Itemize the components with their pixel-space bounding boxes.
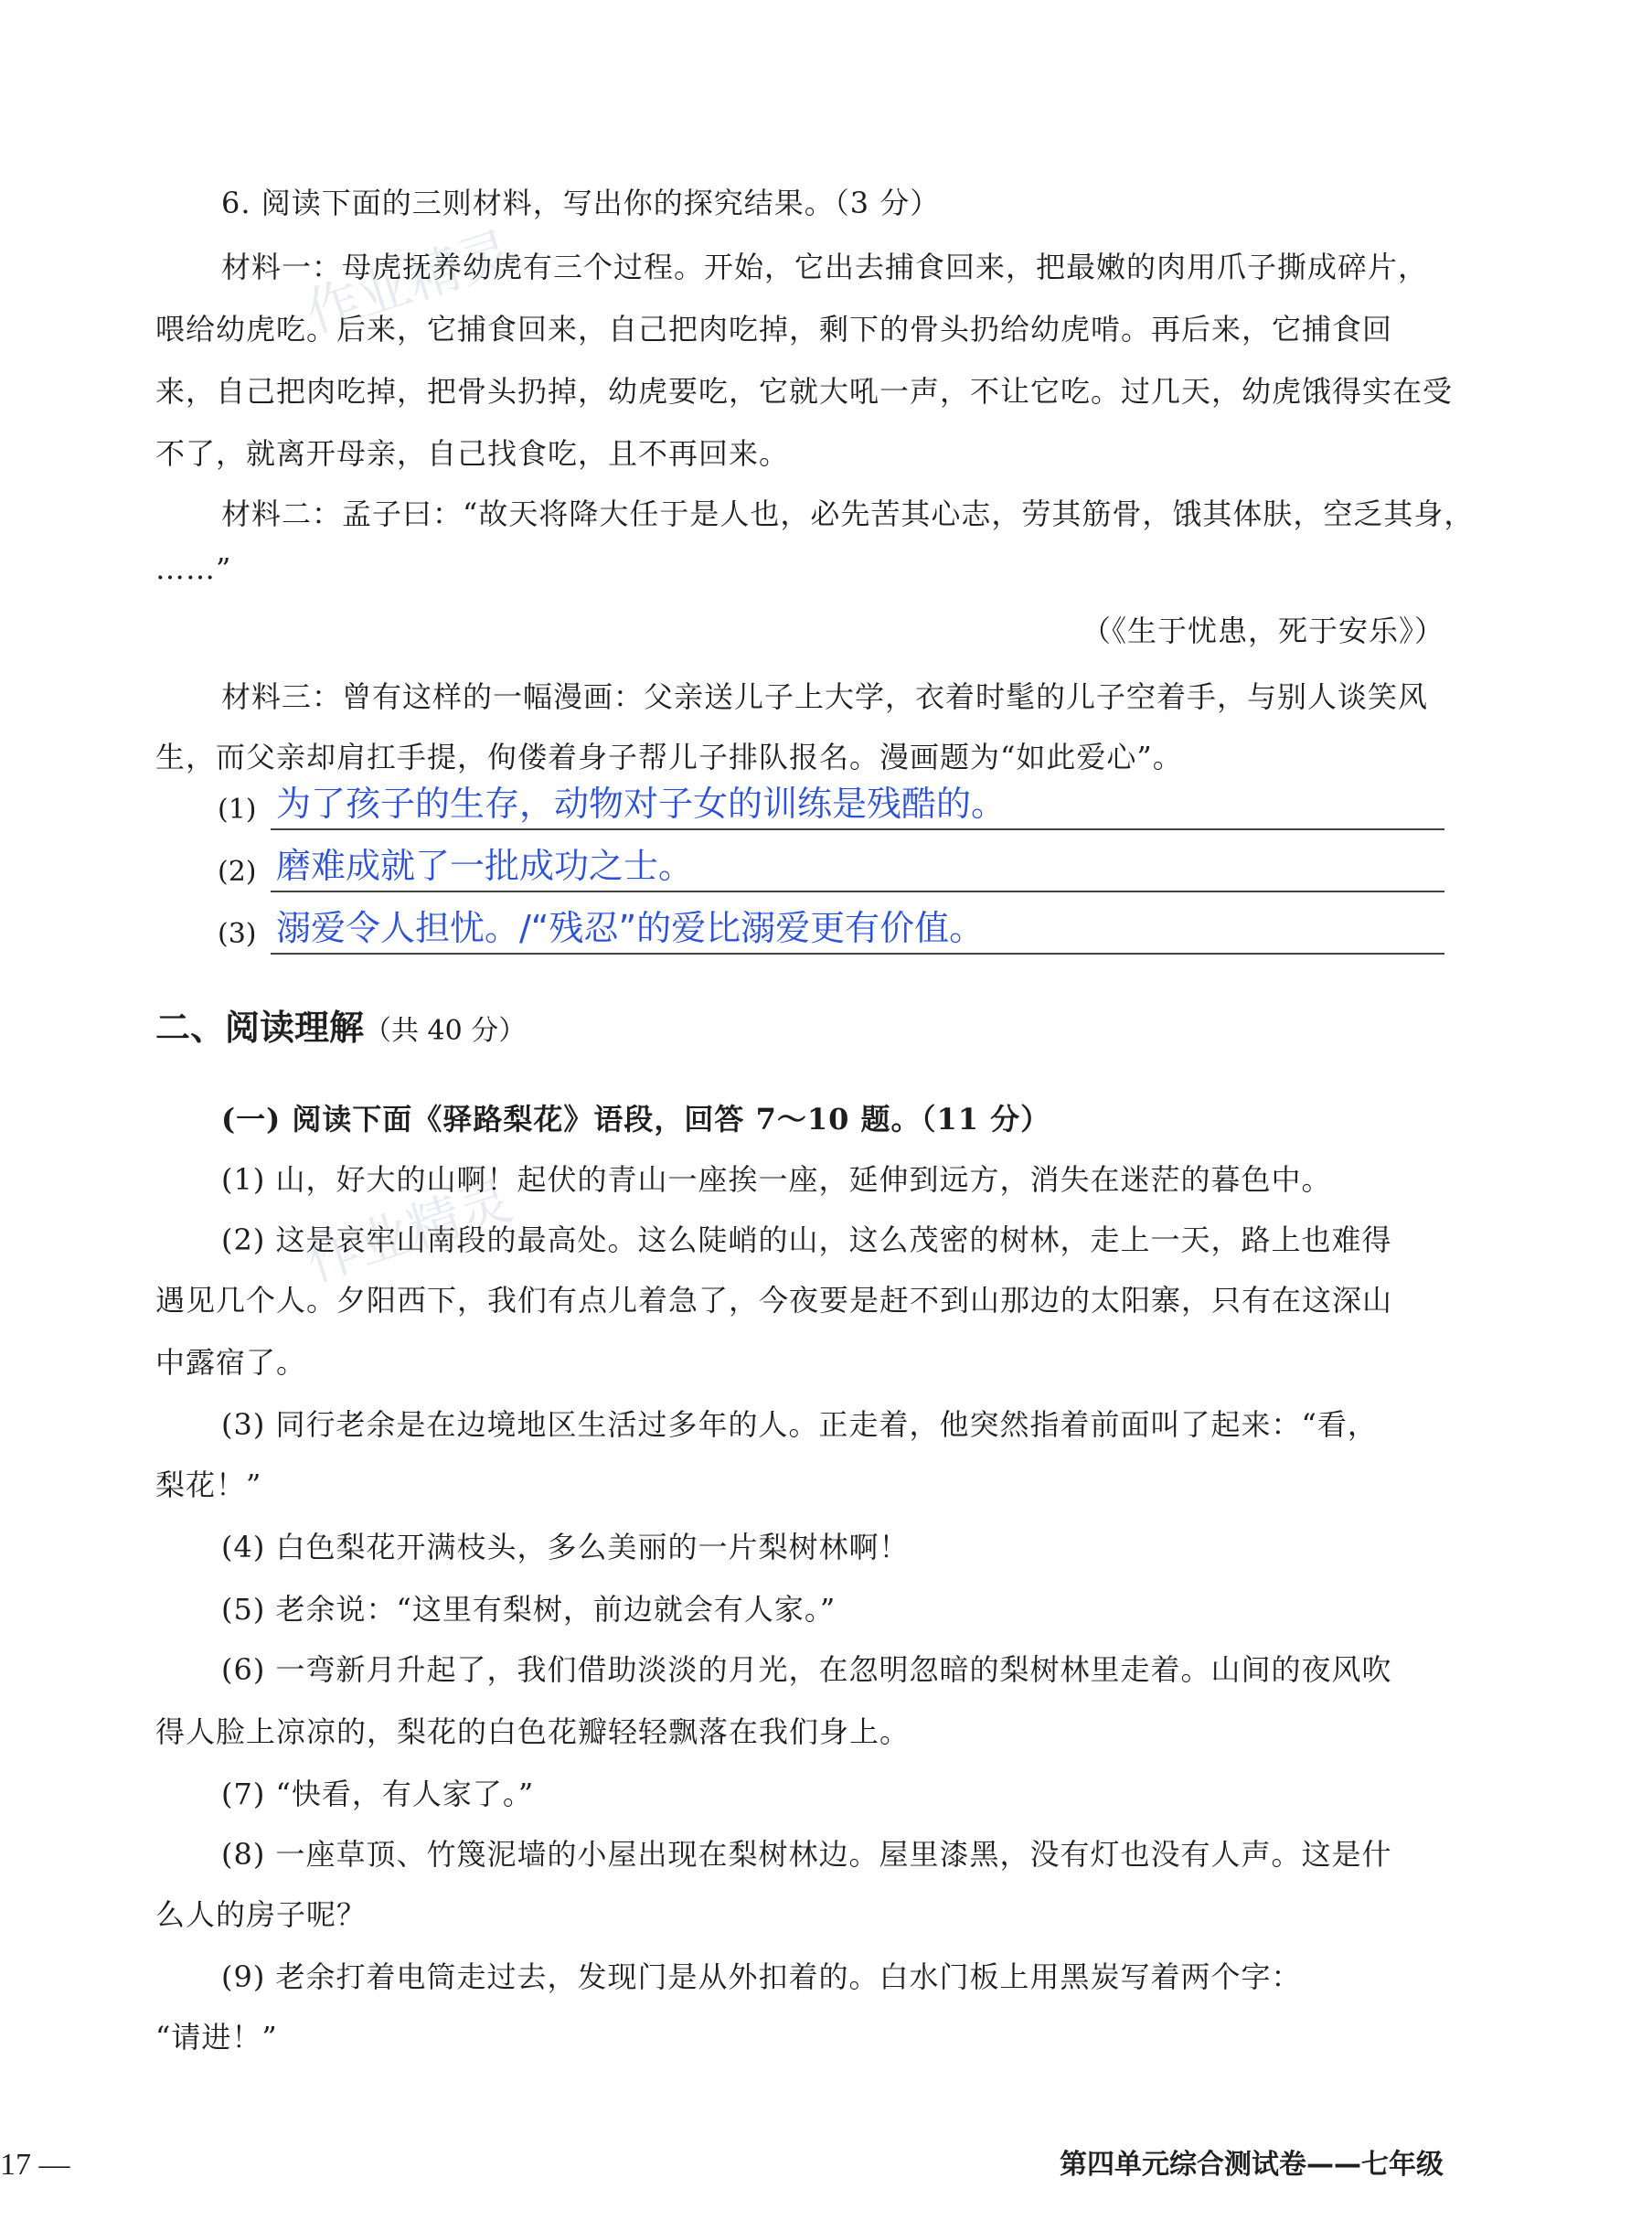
handwritten-answer: 为了孩子的生存，动物对子女的训练是残酷的。 — [276, 784, 1007, 824]
material-1-line: 不了，就离开母亲，自己找食吃，且不再回来。 — [155, 436, 790, 471]
passage-line: 么人的房子呢？ — [155, 1897, 368, 1932]
answer-row-1 — [218, 779, 1444, 830]
passage-line: (2) 这是哀牢山南段的最高处。这么陡峭的山，这么茂密的树林，走上一天，路上也难得 — [221, 1222, 1392, 1257]
material-3-line: 生，而父亲却肩扛手提，佝偻着身子帮儿子排队报名。漫画题为“如此爱心”。 — [155, 740, 1183, 774]
passage-line: 得人脸上凉凉的，梨花的白色花瓣轻轻飘落在我们身上。 — [155, 1714, 911, 1749]
passage-line: (7) “快看，有人家了。” — [221, 1777, 535, 1811]
answer-line — [271, 953, 1444, 955]
answer-number: (3) — [218, 918, 257, 950]
material-2-line: ……” — [155, 551, 232, 586]
answer-line — [271, 891, 1444, 892]
passage-line: 遇见几个人。夕阳西下，我们有点儿着急了，今夜要是赶不到山那边的太阳寨，只有在这深山 — [155, 1283, 1393, 1318]
material-2-line: 材料二：孟子曰：“故天将降大任于是人也，必先苦其心志，劳其筋骨，饿其体肤，空乏其身， — [221, 496, 1475, 531]
passage-line: (1) 山，好大的山啊！起伏的青山一座挨一座，延伸到远方，消失在迷茫的暮色中。 — [221, 1162, 1332, 1197]
answer-row-3 — [218, 903, 1444, 955]
passage-line: 中露宿了。 — [155, 1345, 307, 1380]
passage-line: (3) 同行老余是在边境地区生活过多年的人。正走着，他突然指着前面叫了起来：“看， — [221, 1407, 1378, 1442]
passage-line: (5) 老余说：“这里有梨树，前边就会有人家。” — [221, 1592, 837, 1627]
passage-line: (6) 一弯新月升起了，我们借助淡淡的月光，在忽明忽暗的梨树林里走着。山间的夜风吹 — [221, 1652, 1392, 1687]
page-number: 17 — — [0, 2148, 70, 2182]
material-3-line: 材料三：曾有这样的一幅漫画：父亲送儿子上大学，衣着时髦的儿子空着手，与别人谈笑风 — [221, 679, 1429, 714]
answer-number: (2) — [218, 856, 257, 888]
section-title: 二、阅读理解 — [155, 1008, 365, 1048]
section-heading — [155, 1006, 526, 1053]
passage-line: (9) 老余打着电筒走过去，发现门是从外扣着的。白水门板上用黑炭写着两个字： — [221, 1959, 1302, 1994]
answer-line — [271, 828, 1444, 830]
material-2-source: （《生于忧患，死于安乐》） — [1081, 614, 1444, 648]
answer-row-2 — [218, 841, 1444, 892]
material-1-line: 材料一：母虎抚养幼虎有三个过程。开始，它出去捕食回来，把最嫩的肉用爪子撕成碎片， — [221, 250, 1429, 284]
question-6-title: 6. 阅读下面的三则材料，写出你的探究结果。（3 分） — [221, 186, 941, 220]
passage-line: “请进！” — [155, 2020, 278, 2055]
watermark-top: 作业精灵 — [298, 219, 520, 345]
passage-line: 梨花！” — [155, 1468, 262, 1502]
material-1-line: 来，自己把肉吃掉，把骨头扔掉，幼虎要吃，它就大吼一声，不让它吃。过几天，幼虎饿得实在受 — [155, 374, 1454, 409]
footer-title: 第四单元综合测试卷——七年级 — [1060, 2149, 1444, 2181]
watermark-middle: 作业精灵 — [298, 1169, 520, 1294]
section-score: （共 40 分） — [364, 1015, 527, 1047]
material-1-line: 喂给幼虎吃。后来，它捕食回来，自己把肉吃掉，剩下的骨头扔给幼虎啃。再后来，它捕食回 — [155, 312, 1393, 347]
passage-line: (4) 白色梨花开满枝头，多么美丽的一片梨树林啊！ — [221, 1530, 910, 1564]
passage-line: (8) 一座草顶、竹篾泥墙的小屋出现在梨树林边。屋里漆黑，没有灯也没有人声。这是什 — [221, 1837, 1392, 1872]
part-1-title: (一) 阅读下面《驿路梨花》语段，回答 7～10 题。（11 分） — [221, 1102, 1051, 1137]
handwritten-answer: 磨难成就了一批成功之士。 — [276, 846, 694, 886]
answer-number: (1) — [218, 794, 257, 826]
handwritten-answer: 溺爱令人担忧。/“残忍”的爱比溺爱更有价值。 — [276, 908, 985, 948]
